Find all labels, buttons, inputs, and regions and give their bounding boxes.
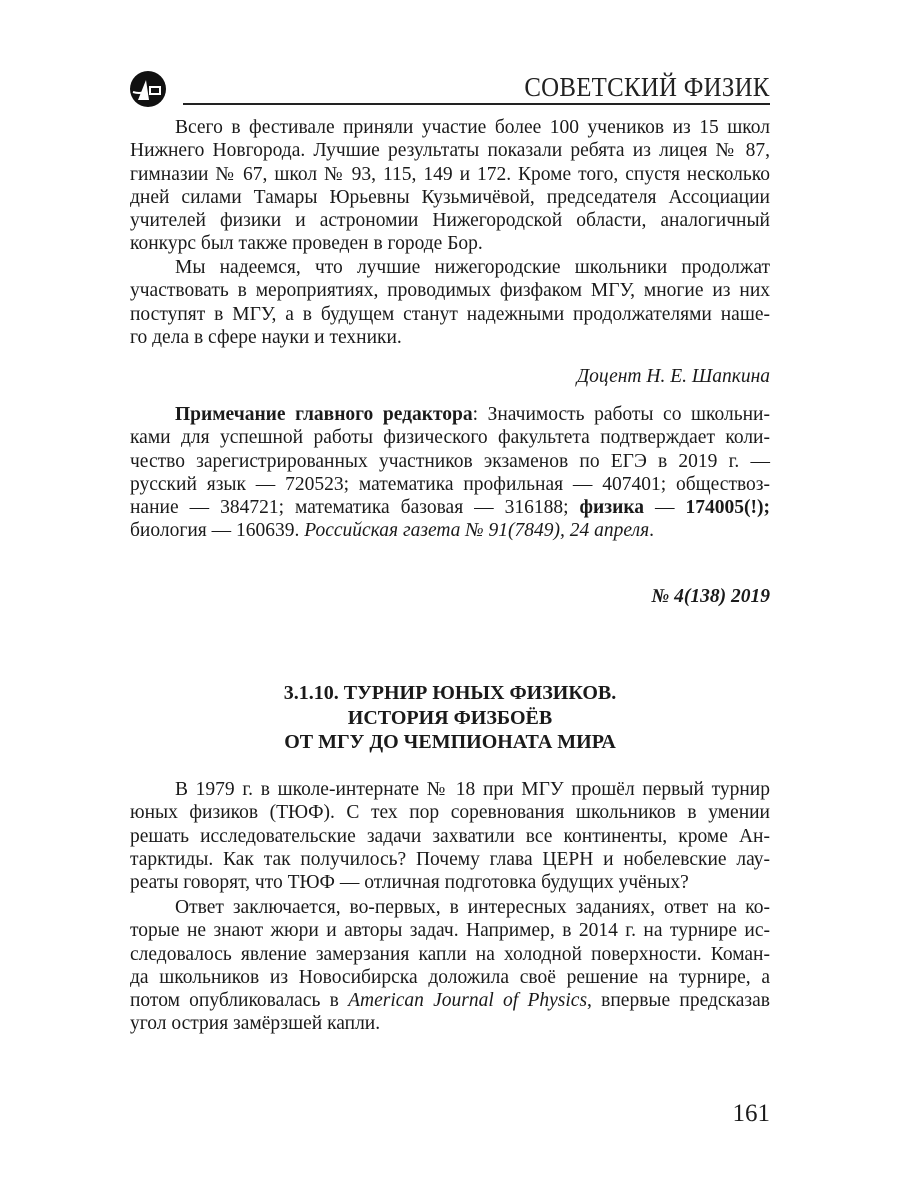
text-segment: нание — 384721; математика базовая — 316188; [130, 497, 580, 519]
text-segment: следовалось явление замерзания капли на холодной поверхности. Коман- [130, 943, 770, 965]
paragraph-hopes [130, 256, 770, 349]
text-segment: угол острия замёрзшей капли. [130, 1013, 381, 1035]
text-line [130, 966, 770, 989]
italic-text: Российская газета № 91(7849), 24 апреля [304, 520, 650, 542]
text-line [130, 403, 770, 426]
text-line: Нижнего Новгорода. Лучшие результаты показали ребята из лицея № 87, [130, 140, 770, 162]
paragraph-tournament-history [130, 778, 770, 894]
bold-text: Примечание главного редактора [175, 404, 473, 425]
text-line [130, 473, 770, 496]
text-segment: русский язык — 720523; математика профильная — 407401; обществоз- [130, 473, 770, 495]
text-line: участвовать в мероприятиях, проводимых физфаком МГУ, многие из них [130, 280, 770, 302]
text-line: дней силами Тамары Юрьевны Кузьмичёвой, председателя Ассоциации [130, 186, 770, 208]
text-segment: ками для успешной работы физического факультета подтверждает коли- [130, 427, 770, 449]
editor-note [130, 403, 770, 543]
page-number: 161 [732, 1100, 770, 1127]
section-title-line: ОТ МГУ ДО ЧЕМПИОНАТА МИРА [284, 731, 616, 753]
header-rule [183, 103, 770, 105]
text-line [130, 919, 770, 942]
text-line: тарктиды. Как так получилось? Почему глава ЦЕРН и нобелевские лау- [130, 848, 770, 870]
text-segment: биология — 160639. [130, 520, 305, 542]
text-line: поступят в МГУ, а в будущем станут надежными продолжателями наше- [130, 303, 770, 325]
text-line [130, 519, 770, 542]
text-line [130, 450, 770, 473]
text-line: В 1979 г. в школе-интернате № 18 при МГУ прошёл первый турнир [175, 779, 770, 800]
section-title [130, 681, 770, 755]
paragraph-festival [130, 116, 770, 256]
italic-text: American Journal of Physics [348, 990, 588, 1012]
bold-text: 174005(!); [685, 497, 771, 519]
text-line: гимназии № 67, школ № 93, 115, 149 и 172. Кроме того, спустя несколько [130, 163, 770, 185]
text-segment: : Значимость работы со школьни- [472, 404, 770, 425]
text-line: го дела в сфере науки и техники. [130, 326, 402, 348]
paragraph-answer [130, 896, 770, 1036]
signature: Доцент Н. Е. Шапкина [576, 366, 770, 387]
text-line [130, 989, 770, 1012]
issue-reference: № 4(138) 2019 [651, 586, 770, 607]
text-line [130, 896, 770, 919]
text-line [130, 1012, 770, 1035]
bold-text: физика [579, 497, 645, 519]
text-segment: , впервые предсказав [587, 990, 770, 1012]
text-line: учителей физики и астрономии Нижегородской области, аналогичный [130, 210, 770, 232]
text-segment: потом опубликовалась в [130, 990, 349, 1012]
text-segment: . [649, 520, 655, 542]
journal-logo-icon [129, 70, 167, 108]
text-line [130, 943, 770, 966]
text-line [130, 426, 770, 449]
text-segment: торые не знают жюри и авторы задач. Например, в 2014 г. на турнире ис- [130, 920, 770, 942]
running-head-title: СОВЕТСКИЙ ФИЗИК [524, 72, 770, 102]
section-title-line: ИСТОРИЯ ФИЗБОЁВ [347, 706, 553, 729]
text-line: Всего в фестивале приняли участие более 100 учеников из 15 школ [175, 117, 770, 138]
section-title-line: 3.1.10. ТУРНИР ЮНЫХ ФИЗИКОВ. [283, 682, 617, 704]
text-line: конкурс был также проведен в городе Бор. [130, 233, 483, 255]
text-line: юных физиков (ТЮФ). С тех пор соревнования школьников в умении [130, 802, 770, 824]
text-segment: Ответ заключается, во-первых, в интересных заданиях, ответ на ко- [175, 897, 770, 918]
text-segment: — [644, 497, 686, 519]
text-line: Мы надеемся, что лучшие нижегородские школьники продолжат [175, 257, 770, 278]
text-line: реаты говорят, что ТЮФ — отличная подготовка будущих учёных? [130, 872, 689, 894]
text-segment: да школьников из Новосибирска доложила своё решение на турнире, а [130, 966, 770, 988]
text-line [130, 496, 770, 519]
text-line: решать исследовательские задачи захватили все континенты, кроме Ан- [130, 825, 770, 847]
text-segment: чество зарегистрированных участников экзаменов по ЕГЭ в 2019 г. — [130, 450, 770, 472]
